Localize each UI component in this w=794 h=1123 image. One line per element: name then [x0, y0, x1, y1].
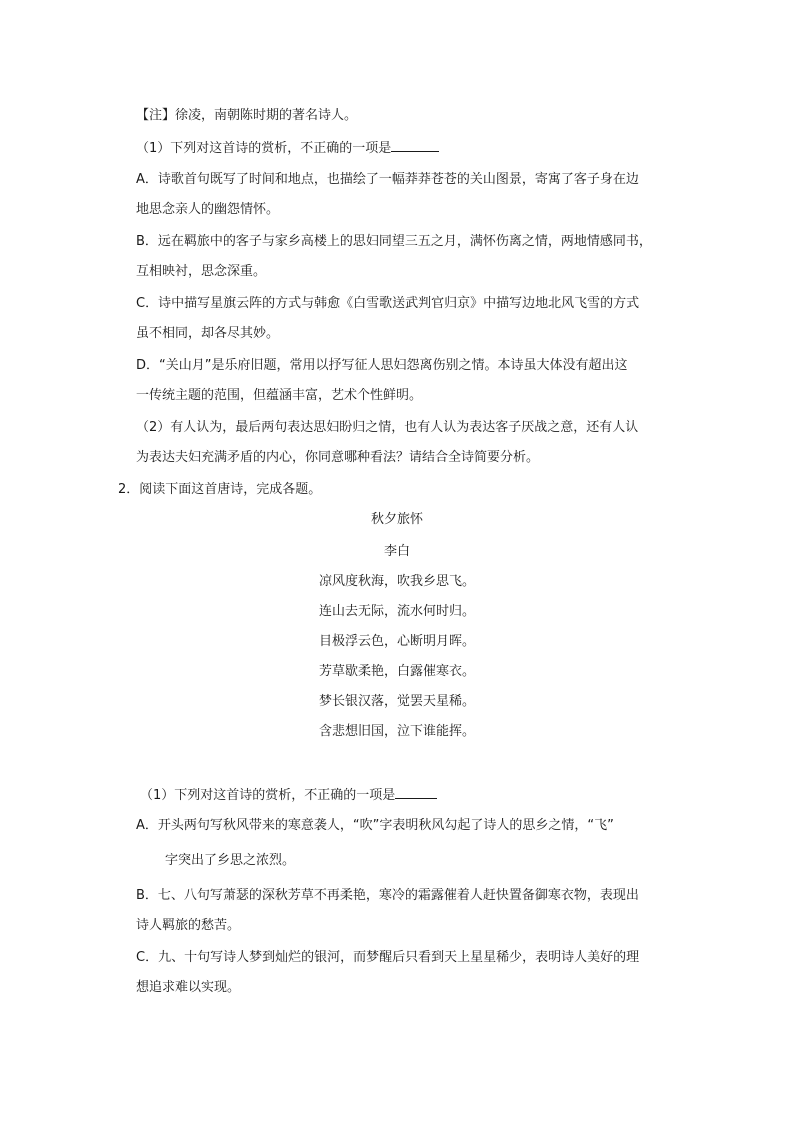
q2-sub1-stem [140, 786, 437, 805]
answer-blank[interactable] [391, 139, 439, 152]
q1-option-a-line1: A．诗歌首句既写了时间和地点，也描绘了一幅莽莽苍苍的关山图景，寄寓了客子身在边 [136, 172, 639, 187]
poem-line-4: 芳草歇柔艳，白露催寒衣。 [318, 664, 475, 679]
q2-option-a-line2: 字突出了乡思之浓烈。 [165, 853, 296, 868]
q1-option-d-line2: 一传统主题的范围，但蕴涵丰富，艺术个性鲜明。 [136, 388, 423, 403]
question2-heading: 2．阅读下面这首唐诗，完成各题。 [118, 482, 322, 497]
poem-line-5: 梦长银汉落，觉罢天星稀。 [318, 694, 475, 709]
poem-author: 李白 [383, 544, 410, 559]
q2-option-b-line1: B．七、八句写萧瑟的深秋芳草不再柔艳，寒冷的霜露催着人赶快置备御寒衣物，表现出 [136, 888, 639, 903]
poem-line-1: 凉风度秋海，吹我乡思飞。 [318, 574, 475, 589]
q2-option-b-line2: 诗人羁旅的愁苦。 [136, 918, 241, 933]
note-line: 【注】徐凌，南朝陈时期的著名诗人。 [136, 108, 358, 123]
q2-line2: 为表达夫妇充满矛盾的内心，你同意哪种看法？请结合全诗简要分析。 [136, 450, 540, 465]
q1-option-b-line2: 互相映衬，思念深重。 [136, 264, 267, 279]
q2-line1: （2）有人认为，最后两句表达思妇盼归之情，也有人认为表达客子厌战之意，还有人认 [136, 420, 639, 435]
q1-option-c-line2: 虽不相同，却各尽其妙。 [136, 326, 280, 341]
poem-line-3: 目极浮云色，心断明月晖。 [318, 634, 475, 649]
q1-stem-text: （1）下列对这首诗的赏析，不正确的一项是 [136, 141, 392, 156]
q1-option-d-line1: D．“关山月”是乐府旧题，常用以抒写征人思妇怨离伤别之情。本诗虽大体没有超出这 [136, 358, 628, 373]
q2-option-c-line1: C．九、十句写诗人梦到灿烂的银河，而梦醒后只看到天上星星稀少，表明诗人美好的理 [136, 950, 640, 965]
q1-option-c-line1: C．诗中描写星旗云阵的方式与韩愈《白雪歌送武判官归京》中描写边地北风飞雪的方式 [136, 296, 640, 311]
poem-line-6: 含悲想旧国，泣下谁能挥。 [318, 724, 475, 739]
q2-option-a-line1: A．开头两句写秋风带来的寒意袭人，“吹”字表明秋风勾起了诗人的思乡之情，“飞” [136, 818, 614, 833]
q1-stem [136, 139, 439, 158]
q2-sub1-stem-text: （1）下列对这首诗的赏析，不正确的一项是 [140, 788, 396, 803]
q1-option-b-line1: B．远在羁旅中的客子与家乡高楼上的思妇同望三五之月，满怀伤离之情，两地情感同书， [136, 234, 652, 249]
q1-option-a-line2: 地思念亲人的幽怨情怀。 [136, 202, 280, 217]
poem-title: 秋夕旅怀 [370, 512, 423, 527]
q2-option-c-line2: 想追求难以实现。 [136, 980, 241, 995]
answer-blank[interactable] [395, 786, 437, 799]
poem-line-2: 连山去无际，流水何时归。 [318, 604, 475, 619]
